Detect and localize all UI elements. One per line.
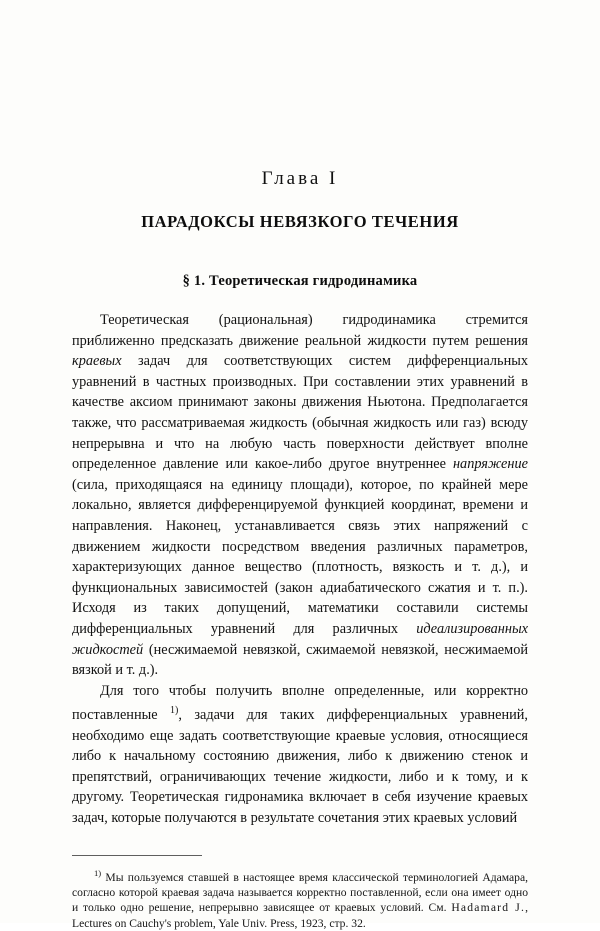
chapter-label: Глава I	[261, 168, 339, 189]
section-title: § 1. Теоретическая гидродинамика	[182, 273, 418, 289]
paragraph-1-part-d: (несжимаемой невязкой, сжимаемой невязкой, несжимаемой вязкой и т. д.).	[72, 641, 528, 679]
paragraph-2-part-a: Для того чтобы получить вполне определенные, или корректно поставленные	[72, 682, 528, 724]
footnote-reference[interactable]: 1)	[170, 705, 179, 717]
paragraph-2	[72, 681, 528, 829]
footnote-citation-author: Hadamard J.	[451, 901, 526, 915]
paragraph-1-italic-2: напряжение	[452, 456, 528, 473]
paragraph-1-italic-3: идеализированных жидкостей	[72, 620, 528, 658]
footnote-block	[72, 866, 528, 931]
paragraph-1	[72, 310, 528, 681]
paragraph-1-italic-1: краевых	[72, 353, 122, 370]
footnote-mark: 1)	[94, 867, 102, 878]
paragraph-1-part-c: (сила, приходящаяся на единицу площади), которое, по крайней мере локально, является дифференцируемой функцией координат, времени и направления. Наконец, устанавливается связь этих напряжений с движением жидкости посредством введения различных параметров, характеризующих данное вещество (плотность, вязкость и т. д.), и функциональных зависимостей (закон адиабатического сжатия и т. п.). Исходя из таких допущений, математики составили системы дифференциальных уравнений для различных	[72, 476, 528, 637]
footnote-text	[72, 866, 528, 931]
body-text	[72, 310, 528, 829]
paragraph-1-part-b: задач для соответствующих систем дифференциальных уравнений в частных производных. При составлении этих уравнений в качестве аксиом принимают законы движения Ньютона. Предполагается также, что рассматриваемая жидкость (обычная жидкость или газ) всюду непрерывна и что на любую часть поверхности действует вполне определенное давление или какое-либо другое внутреннее	[72, 353, 528, 473]
paragraph-1-part-a: Теоретическая (рациональная) гидродинамика стремится приближенно предсказать движение реальной жидкости путем решения	[72, 312, 528, 349]
footnote-part-b: , Lectures on Cauchy's problem, Yale Univ. Press, 1923, стр. 32.	[72, 901, 529, 930]
chapter-title: ПАРАДОКСЫ НЕВЯЗКОГО ТЕЧЕНИЯ	[141, 212, 459, 231]
page-content	[72, 0, 528, 931]
footnote-separator	[72, 855, 202, 856]
footnote-part-a: Мы пользуемся ставшей в настоящее время классической терминологией Адамара, согласно которой краевая задача называется корректно поставленной, если она имеет одно и только одно решение, непрерывно зависящее от краевых условий. См.	[72, 870, 528, 915]
paragraph-2-part-b: , задачи для таких дифференциальных уравнений, необходимо еще задать соответствующие краевые условия, относящиеся либо к начальному состоянию движения, либо к движению стенок и препятствий, ограничивающих течение жидкости, либо и к тому, и к другому. Теоретическая гидронамика включает в себя изучение краевых задач, которые получаются в результате сочетания этих краевых условий	[72, 707, 529, 827]
